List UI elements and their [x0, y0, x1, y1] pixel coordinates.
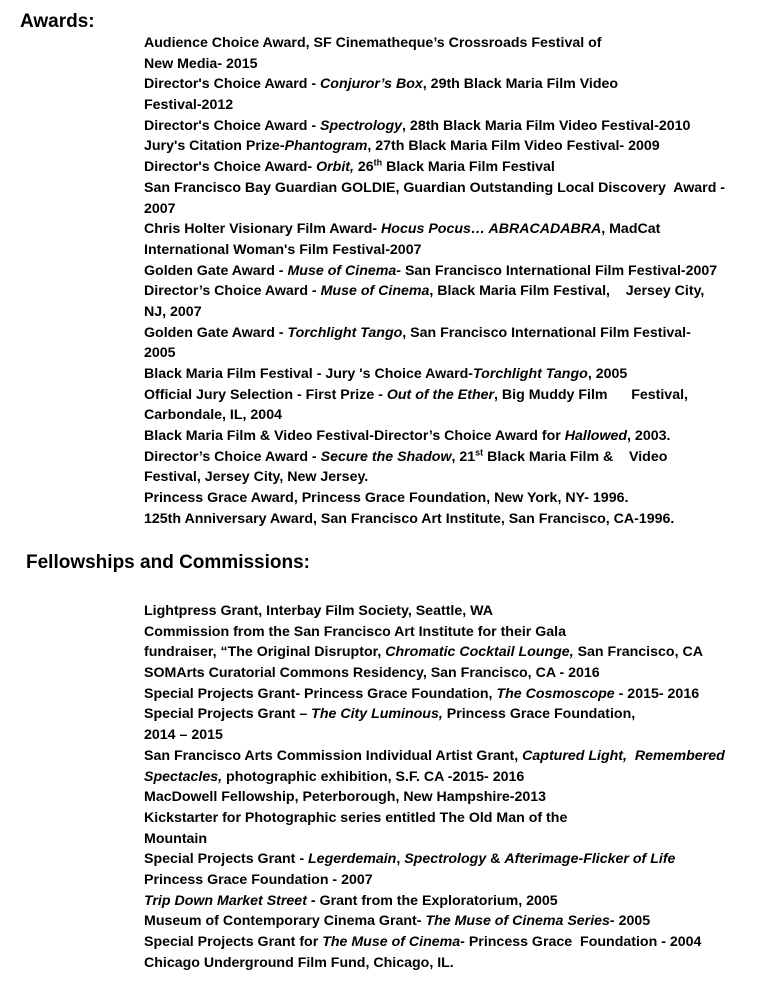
list-line [144, 157, 725, 178]
line-text: Lightpress Grant, Interbay Film Society, Seattle, WA [144, 603, 493, 619]
line-text: Black Maria Film & Video Festival-Director’s Choice Award for [144, 428, 565, 445]
list-line [144, 849, 725, 870]
line-text: Special Projects Grant for [144, 934, 323, 950]
superscript-text: st [475, 447, 484, 458]
list-line [144, 467, 725, 488]
list-line [144, 323, 725, 344]
italic-title: The Muse of Cinema- [322, 934, 465, 950]
line-text: , Black Maria Film Festival, Jersey City, [429, 283, 705, 300]
line-text: San Francisco International Film Festival-2007 [401, 262, 718, 279]
line-text: Special Projects Grant - [144, 851, 309, 868]
list-line [144, 642, 725, 663]
line-text: SOMArts Curatorial Commons Residency, San Francisco, CA - 2016 [144, 665, 600, 682]
line-text: , 2003. [627, 428, 671, 445]
line-text: San Francisco Bay Guardian GOLDIE, Guardian Outstanding Local Discovery Award - [144, 179, 726, 196]
awards-list [144, 33, 725, 530]
line-text: fundraiser, “The Original Disruptor, [144, 644, 386, 661]
list-line [144, 281, 725, 302]
list-line [144, 178, 725, 199]
list-line [144, 601, 725, 622]
line-text: International Woman's Film Festival-2007 [144, 241, 422, 258]
line-text: photographic exhibition, S.F. CA -2015- 2016 [222, 768, 525, 785]
list-line [144, 911, 725, 932]
list-line [144, 199, 725, 220]
line-text: Kickstarter for Photographic series entitled The Old Man of the [144, 809, 568, 826]
list-line [144, 261, 725, 282]
line-text: Princess Grace Foundation - 2007 [144, 871, 373, 888]
line-text: Museum of Contemporary Cinema Grant- [144, 913, 426, 930]
line-text: , 28th Black Maria Film Video Festival-2010 [402, 117, 691, 134]
line-text: & [486, 851, 505, 868]
line-text: 2005 [614, 913, 651, 930]
list-line [144, 136, 725, 157]
line-text: Black Maria Film Festival - Jury 's Choice Award- [144, 366, 474, 382]
line-text: San Francisco, CA [573, 644, 703, 661]
line-text: Chicago Underground Film Fund, Chicago, IL. [144, 954, 454, 971]
line-text: 26 [353, 159, 374, 176]
list-line [144, 385, 725, 406]
list-line [144, 932, 725, 953]
line-text: - 2015- 2016 [614, 685, 700, 702]
line-text: Jury's Citation Prize- [144, 138, 285, 155]
awards-heading: Awards: [20, 11, 95, 32]
list-line [144, 704, 725, 725]
line-text: Audience Choice Award, SF Cinematheque’s Crossroads Festival of [144, 35, 602, 51]
line-text: Princess Grace Award, Princess Grace Foundation, New York, NY- 1996. [144, 490, 629, 507]
line-text: Special Projects Grant – [144, 706, 312, 723]
italic-title: Chromatic Cocktail Lounge, [385, 644, 574, 661]
fellowships-list [144, 601, 725, 973]
superscript-text: th [373, 157, 383, 168]
line-text: Princess Grace Foundation, [442, 706, 636, 723]
list-line [144, 663, 725, 684]
list-line [144, 829, 725, 850]
line-text: , 29th Black Maria Film Video [422, 76, 619, 93]
italic-title: The City Luminous, [311, 706, 443, 723]
list-line [144, 54, 725, 75]
line-text: Carbondale, IL, 2004 [144, 407, 282, 424]
italic-title: Spectacles, [144, 768, 223, 785]
italic-title: Hocus Pocus… ABRACADABRA [381, 221, 602, 238]
list-line [144, 891, 725, 912]
line-text: Black Maria Film & Video [483, 448, 668, 465]
list-line [144, 302, 725, 323]
italic-title: Spectrology [404, 851, 487, 868]
italic-title: Afterimage-Flicker of Life [504, 851, 676, 868]
list-line [144, 405, 725, 426]
list-line [144, 343, 725, 364]
line-text: , 21 [451, 448, 476, 465]
line-text: , MadCat [601, 221, 661, 238]
line-text: Princess Grace Foundation - 2004 [464, 934, 702, 950]
line-text: San Francisco Arts Commission Individual Artist Grant, [144, 747, 523, 764]
list-line [144, 509, 725, 530]
list-line [144, 684, 725, 705]
list-line [144, 74, 725, 95]
line-text: Director’s Choice Award - [144, 448, 321, 465]
italic-title: The Cosmoscope [496, 685, 615, 702]
list-line [144, 746, 725, 767]
list-line [144, 953, 725, 974]
line-text: Official Jury Selection - First Prize - [144, 386, 387, 403]
line-text: NJ, 2007 [144, 303, 202, 320]
line-text: - Grant from the Exploratorium, 2005 [306, 892, 558, 909]
list-line [144, 447, 725, 468]
line-text: , [396, 851, 405, 868]
line-text: , Big Muddy Film Festival, [494, 386, 688, 403]
line-text: Festival-2012 [144, 97, 234, 114]
italic-title: Muse of Cinema- [287, 262, 401, 279]
line-text: Commission from the San Francisco Art Institute for their Gala [144, 623, 567, 640]
line-text: Festival, Jersey City, New Jersey. [144, 469, 369, 486]
line-text: Special Projects Grant- Princess Grace Foundation, [144, 685, 497, 702]
line-text: Golden Gate Award - [144, 262, 288, 279]
list-line [144, 622, 725, 643]
italic-title: Conjuror’s Box [320, 76, 423, 93]
line-text: New Media- 2015 [144, 55, 258, 72]
line-text: Director's Choice Award- [144, 159, 317, 176]
line-text: , 2005 [587, 366, 628, 382]
list-line [144, 240, 725, 261]
line-text: Chris Holter Visionary Film Award- [144, 221, 382, 238]
line-text: MacDowell Fellowship, Peterborough, New Hampshire-2013 [144, 789, 547, 806]
line-text: Director’s Choice Award - [144, 283, 321, 300]
list-line [144, 808, 725, 829]
list-line [144, 767, 725, 788]
list-line [144, 787, 725, 808]
italic-title: Phantogram [284, 138, 368, 155]
italic-title: Out of the Ether [386, 386, 495, 403]
italic-title: Spectrology [320, 117, 403, 134]
list-line [144, 116, 725, 137]
italic-title: Captured Light, Remembered [522, 747, 725, 764]
italic-title: Legerdemain [308, 851, 397, 868]
line-text: Golden Gate Award - [144, 324, 288, 341]
italic-title: Torchlight Tango [287, 324, 403, 341]
line-text: 125th Anniversary Award, San Francisco Art Institute, San Francisco, CA-1996. [144, 510, 675, 527]
line-text: Mountain [144, 830, 208, 847]
italic-title: Trip Down Market Street [144, 892, 307, 909]
fellowships-heading: Fellowships and Commissions: [26, 552, 310, 573]
italic-title: Hallowed [564, 428, 628, 445]
line-text: Black Maria Film Festival [382, 159, 555, 176]
list-line [144, 870, 725, 891]
list-line [144, 725, 725, 746]
line-text: 2007 [144, 200, 176, 217]
list-line [144, 95, 725, 116]
list-line [144, 33, 725, 54]
line-text: , 27th Black Maria Film Video Festival- 2009 [367, 138, 660, 155]
list-line [144, 426, 725, 447]
italic-title: The Muse of Cinema Series- [425, 913, 615, 930]
line-text: Director's Choice Award - [144, 76, 321, 93]
list-line [144, 364, 725, 385]
italic-title: Secure the Shadow [320, 448, 452, 465]
italic-title: Orbit, [316, 159, 354, 176]
italic-title: Torchlight Tango [473, 366, 588, 382]
line-text: 2005 [144, 345, 176, 362]
list-line [144, 488, 725, 509]
line-text: , San Francisco International Film Festival- [402, 324, 691, 341]
line-text: Director's Choice Award - [144, 117, 321, 134]
italic-title: Muse of Cinema [320, 283, 430, 300]
line-text: 2014 – 2015 [144, 727, 223, 744]
list-line [144, 219, 725, 240]
